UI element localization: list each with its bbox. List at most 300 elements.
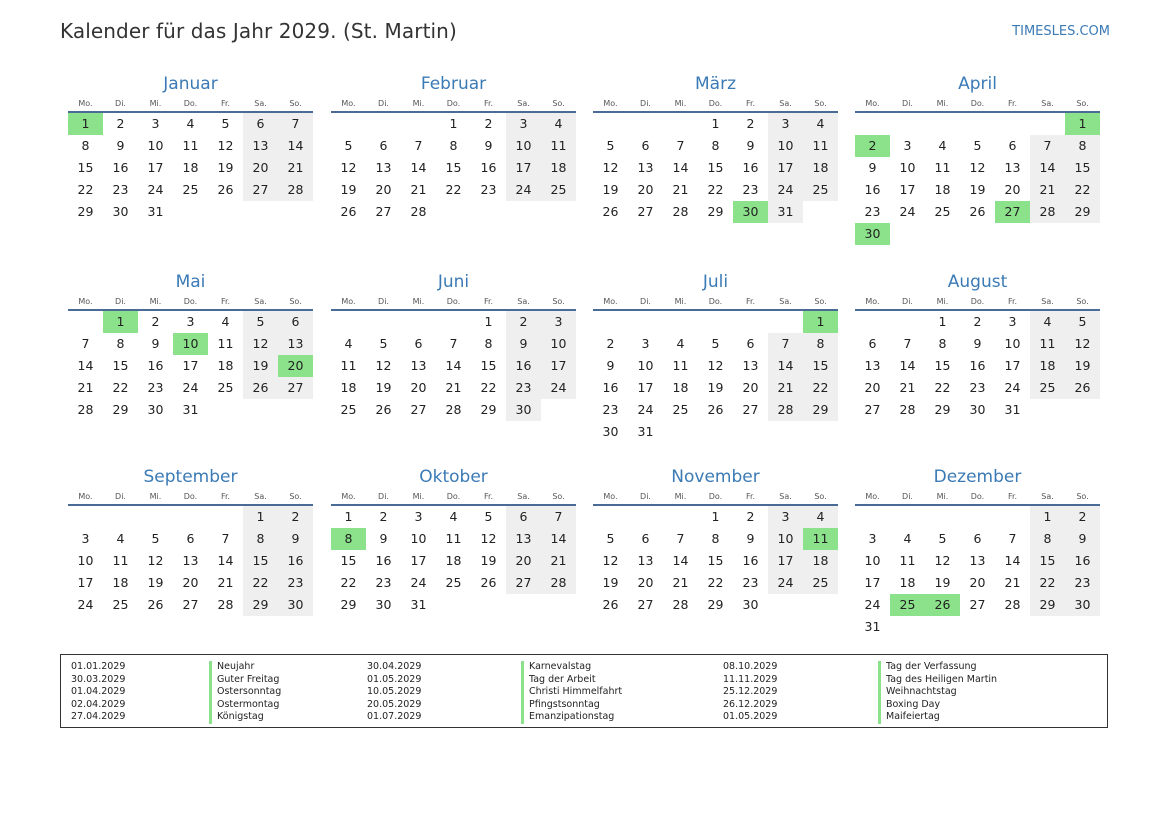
holiday-date: 01.04.2029 (71, 686, 126, 698)
month-3 (855, 73, 1100, 245)
day-cell: 18 (217, 358, 234, 373)
month-name: Februar (420, 74, 487, 94)
day-cell: 16 (112, 160, 129, 175)
day-cell: 26 (480, 575, 497, 590)
day-cell: 22 (934, 380, 951, 395)
weekday-header: Mo. (593, 492, 628, 506)
weekday-header: Mi. (663, 99, 698, 113)
day-cell: 12 (480, 531, 497, 546)
holiday-name-column (878, 661, 997, 724)
weekday-header: Fr. (733, 99, 768, 113)
month-grid (68, 99, 313, 223)
day-cell: 22 (340, 575, 357, 590)
day-cell: 9 (868, 160, 877, 175)
day-cell: 9 (379, 531, 388, 546)
day-cell: 19 (217, 160, 234, 175)
month-1 (331, 73, 576, 223)
weekday-header: So. (803, 99, 838, 113)
day-cell: 10 (506, 135, 541, 157)
day-cell: 23 (147, 380, 164, 395)
holiday-day-cell: 1 (68, 113, 103, 135)
day-cell: 26 (217, 182, 234, 197)
weekday-header: Mo. (855, 297, 890, 311)
day-cell: 1 (484, 314, 493, 329)
day-cell: 30 (602, 424, 619, 439)
day-cell: 5 (938, 531, 947, 546)
day-cell: 2 (379, 509, 388, 524)
empty-cell (208, 506, 243, 528)
day-cell: 19 (480, 553, 497, 568)
month-6 (593, 271, 838, 443)
day-cell: 20 (864, 380, 881, 395)
month-grid (68, 297, 313, 421)
day-cell: 1 (711, 509, 720, 524)
holiday-name: Pfingstsonntag (521, 699, 622, 712)
day-cell: 25 (182, 182, 199, 197)
weekday-header: Do. (960, 99, 995, 113)
day-cell: 10 (637, 358, 654, 373)
day-cell: 3 (506, 113, 541, 135)
day-cell: 22 (112, 380, 129, 395)
day-cell: 31 (637, 424, 654, 439)
empty-cell (890, 311, 925, 333)
weekday-header: Mo. (68, 297, 103, 311)
empty-cell (401, 311, 436, 333)
month-grid (593, 297, 838, 443)
day-cell: 2 (1065, 506, 1100, 528)
day-cell: 1 (243, 506, 278, 528)
month-9 (331, 466, 576, 616)
day-cell: 20 (243, 157, 278, 179)
day-cell: 13 (375, 160, 392, 175)
day-cell: 23 (742, 575, 759, 590)
day-cell: 23 (506, 377, 541, 399)
day-cell: 24 (147, 182, 164, 197)
empty-cell (138, 506, 173, 528)
day-cell: 30 (112, 204, 129, 219)
day-cell: 30 (506, 399, 541, 421)
month-name: April (958, 74, 997, 94)
day-cell: 11 (899, 553, 916, 568)
day-cell: 20 (410, 380, 427, 395)
day-cell: 10 (899, 160, 916, 175)
day-cell: 21 (541, 550, 576, 572)
day-cell: 8 (484, 336, 493, 351)
day-cell: 28 (672, 204, 689, 219)
day-cell: 19 (1065, 355, 1100, 377)
day-cell: 24 (77, 597, 94, 612)
day-cell: 25 (672, 402, 689, 417)
day-cell: 29 (112, 402, 129, 417)
holiday-name: Christi Himmelfahrt (521, 686, 622, 699)
day-cell: 8 (81, 138, 90, 153)
day-cell: 6 (414, 336, 423, 351)
day-cell: 18 (934, 182, 951, 197)
day-cell: 5 (344, 138, 353, 153)
day-cell: 13 (742, 358, 759, 373)
day-cell: 2 (746, 509, 755, 524)
day-cell: 6 (278, 311, 313, 333)
weekday-header: Mi. (401, 297, 436, 311)
day-cell: 19 (340, 182, 357, 197)
day-cell: 18 (803, 157, 838, 179)
weekday-header: Sa. (506, 99, 541, 113)
month-grid (593, 492, 838, 616)
day-cell: 27 (243, 179, 278, 201)
day-cell: 31 (864, 619, 881, 634)
empty-cell (855, 311, 890, 333)
day-cell: 23 (969, 380, 986, 395)
day-cell: 24 (182, 380, 199, 395)
day-cell: 13 (864, 358, 881, 373)
weekday-header: Mi. (138, 99, 173, 113)
weekday-header: Sa. (243, 492, 278, 506)
weekday-header: Fr. (471, 297, 506, 311)
day-cell: 21 (77, 380, 94, 395)
day-cell: 16 (969, 358, 986, 373)
day-cell: 14 (672, 553, 689, 568)
day-cell: 3 (903, 138, 912, 153)
day-cell: 9 (973, 336, 982, 351)
weekday-header: Mo. (331, 492, 366, 506)
weekday-header: Di. (103, 297, 138, 311)
day-cell: 17 (768, 157, 803, 179)
day-cell: 7 (221, 531, 230, 546)
day-cell: 11 (672, 358, 689, 373)
day-cell: 8 (1030, 528, 1065, 550)
day-cell: 6 (243, 113, 278, 135)
month-5 (331, 271, 576, 421)
day-cell: 20 (742, 380, 759, 395)
weekday-header: So. (803, 492, 838, 506)
day-cell: 29 (77, 204, 94, 219)
day-cell: 2 (484, 116, 493, 131)
holiday-name: Karnevalstag (521, 661, 622, 674)
day-cell: 16 (147, 358, 164, 373)
day-cell: 7 (768, 333, 803, 355)
holiday-list (60, 654, 1108, 728)
weekday-header: Mo. (331, 99, 366, 113)
day-cell: 5 (973, 138, 982, 153)
day-cell: 30 (147, 402, 164, 417)
day-cell: 6 (186, 531, 195, 546)
day-cell: 17 (864, 575, 881, 590)
empty-cell (925, 113, 960, 135)
holiday-day-cell: 1 (1065, 113, 1100, 135)
day-cell: 1 (344, 509, 353, 524)
day-cell: 15 (707, 160, 724, 175)
holiday-day-cell: 10 (173, 333, 208, 355)
day-cell: 15 (77, 160, 94, 175)
holiday-name: Neujahr (209, 661, 281, 674)
day-cell: 14 (77, 358, 94, 373)
empty-cell (925, 506, 960, 528)
month-grid (855, 297, 1100, 421)
day-cell: 5 (1065, 311, 1100, 333)
day-cell: 19 (243, 355, 278, 377)
weekday-header: So. (803, 297, 838, 311)
day-cell: 26 (707, 402, 724, 417)
holiday-date-column (71, 661, 125, 724)
day-cell: 28 (1004, 597, 1021, 612)
weekday-header: Sa. (506, 492, 541, 506)
day-cell: 5 (606, 138, 615, 153)
day-cell: 6 (506, 506, 541, 528)
day-cell: 19 (602, 575, 619, 590)
holiday-date-column (723, 661, 777, 724)
day-cell: 24 (768, 572, 803, 594)
day-cell: 19 (375, 380, 392, 395)
weekday-header: So. (541, 492, 576, 506)
holiday-day-cell: 11 (803, 528, 838, 550)
empty-cell (628, 113, 663, 135)
empty-cell (68, 311, 103, 333)
day-cell: 19 (934, 575, 951, 590)
holiday-day-cell: 20 (278, 355, 313, 377)
weekday-header: Di. (628, 492, 663, 506)
holiday-name-column (209, 661, 281, 724)
month-0 (68, 73, 313, 223)
day-cell: 9 (746, 138, 755, 153)
day-cell: 21 (445, 380, 462, 395)
day-cell: 16 (278, 550, 313, 572)
day-cell: 26 (375, 402, 392, 417)
day-cell: 21 (217, 575, 234, 590)
day-cell: 7 (414, 138, 423, 153)
empty-cell (855, 113, 890, 135)
day-cell: 1 (449, 116, 458, 131)
day-cell: 15 (243, 550, 278, 572)
empty-cell (366, 311, 401, 333)
day-cell: 7 (676, 138, 685, 153)
day-cell: 25 (803, 572, 838, 594)
day-cell: 20 (637, 575, 654, 590)
day-cell: 11 (182, 138, 199, 153)
weekday-header: Mo. (593, 99, 628, 113)
day-cell: 4 (938, 138, 947, 153)
day-cell: 18 (803, 550, 838, 572)
day-cell: 21 (278, 157, 313, 179)
month-grid (331, 492, 576, 616)
month-grid (68, 492, 313, 616)
day-cell: 28 (445, 402, 462, 417)
month-name: Juni (437, 272, 470, 292)
empty-cell (663, 506, 698, 528)
day-cell: 17 (506, 157, 541, 179)
day-cell: 13 (506, 528, 541, 550)
weekday-header: Mo. (855, 99, 890, 113)
day-cell: 27 (742, 402, 759, 417)
empty-cell (960, 113, 995, 135)
day-cell: 21 (1004, 575, 1021, 590)
weekday-header: Do. (960, 492, 995, 506)
weekday-header: Di. (628, 99, 663, 113)
day-cell: 23 (375, 575, 392, 590)
weekday-header: Fr. (208, 99, 243, 113)
day-cell: 3 (414, 509, 423, 524)
empty-cell (663, 113, 698, 135)
day-cell: 22 (480, 380, 497, 395)
day-cell: 13 (410, 358, 427, 373)
day-cell: 29 (1065, 201, 1100, 223)
day-cell: 18 (1030, 355, 1065, 377)
day-cell: 2 (151, 314, 160, 329)
weekday-header: Mo. (68, 99, 103, 113)
day-cell: 30 (375, 597, 392, 612)
day-cell: 16 (742, 553, 759, 568)
month-grid (331, 297, 576, 421)
day-cell: 30 (1065, 594, 1100, 616)
day-cell: 20 (1004, 182, 1021, 197)
weekday-header: Do. (698, 297, 733, 311)
day-cell: 17 (182, 358, 199, 373)
day-cell: 25 (340, 402, 357, 417)
weekday-header: Do. (173, 492, 208, 506)
day-cell: 14 (672, 160, 689, 175)
day-cell: 24 (768, 179, 803, 201)
day-cell: 4 (186, 116, 195, 131)
day-cell: 19 (147, 575, 164, 590)
empty-cell (401, 113, 436, 135)
day-cell: 22 (707, 182, 724, 197)
day-cell: 6 (746, 336, 755, 351)
day-cell: 31 (768, 201, 803, 223)
day-cell: 25 (1030, 377, 1065, 399)
weekday-header: Mo. (855, 492, 890, 506)
weekday-header: Mi. (925, 492, 960, 506)
empty-cell (628, 506, 663, 528)
weekday-header: Fr. (208, 297, 243, 311)
holiday-name: Königstag (209, 711, 281, 724)
day-cell: 25 (541, 179, 576, 201)
brand-link[interactable]: TIMESLES.COM (1012, 24, 1110, 39)
day-cell: 10 (410, 531, 427, 546)
day-cell: 28 (768, 399, 803, 421)
empty-cell (593, 113, 628, 135)
holiday-name: Guter Freitag (209, 674, 281, 687)
weekday-header: So. (278, 99, 313, 113)
day-cell: 31 (410, 597, 427, 612)
day-cell: 7 (541, 506, 576, 528)
day-cell: 17 (541, 355, 576, 377)
month-name: November (671, 467, 760, 487)
day-cell: 17 (637, 380, 654, 395)
day-cell: 6 (973, 531, 982, 546)
day-cell: 7 (676, 531, 685, 546)
day-cell: 9 (746, 531, 755, 546)
empty-cell (663, 311, 698, 333)
day-cell: 25 (112, 597, 129, 612)
weekday-header: Do. (960, 297, 995, 311)
day-cell: 23 (602, 402, 619, 417)
empty-cell (331, 311, 366, 333)
holiday-day-cell: 2 (855, 135, 890, 157)
holiday-day-cell: 25 (890, 594, 925, 616)
day-cell: 28 (541, 572, 576, 594)
day-cell: 1 (938, 314, 947, 329)
holiday-date: 27.04.2029 (71, 711, 126, 723)
holiday-date: 08.10.2029 (723, 661, 778, 672)
day-cell: 29 (803, 399, 838, 421)
day-cell: 7 (903, 336, 912, 351)
day-cell: 4 (449, 509, 458, 524)
day-cell: 12 (217, 138, 234, 153)
weekday-header: So. (541, 297, 576, 311)
weekday-header: Sa. (243, 99, 278, 113)
weekday-header: Mo. (593, 297, 628, 311)
day-cell: 20 (637, 182, 654, 197)
day-cell: 22 (77, 182, 94, 197)
day-cell: 22 (803, 377, 838, 399)
day-cell: 10 (1004, 336, 1021, 351)
day-cell: 13 (1004, 160, 1021, 175)
holiday-name: Ostersonntag (209, 686, 281, 699)
weekday-header: Mo. (68, 492, 103, 506)
day-cell: 2 (606, 336, 615, 351)
month-4 (68, 271, 313, 421)
day-cell: 18 (112, 575, 129, 590)
weekday-header: Di. (103, 492, 138, 506)
day-cell: 28 (1030, 201, 1065, 223)
day-cell: 21 (1030, 179, 1065, 201)
weekday-header: Sa. (768, 297, 803, 311)
day-cell: 24 (410, 575, 427, 590)
weekday-header: Fr. (995, 99, 1030, 113)
day-cell: 6 (641, 531, 650, 546)
day-cell: 27 (410, 402, 427, 417)
day-cell: 23 (864, 204, 881, 219)
day-cell: 28 (217, 597, 234, 612)
day-cell: 7 (449, 336, 458, 351)
weekday-header: So. (1065, 99, 1100, 113)
day-cell: 29 (243, 594, 278, 616)
day-cell: 23 (278, 572, 313, 594)
day-cell: 12 (602, 160, 619, 175)
empty-cell (995, 506, 1030, 528)
holiday-day-cell: 30 (733, 201, 768, 223)
month-name: Juli (702, 272, 729, 292)
day-cell: 7 (1008, 531, 1017, 546)
empty-cell (960, 506, 995, 528)
day-cell: 20 (506, 550, 541, 572)
day-cell: 30 (969, 402, 986, 417)
day-cell: 15 (1065, 157, 1100, 179)
weekday-header: Di. (628, 297, 663, 311)
day-cell: 6 (641, 138, 650, 153)
weekday-header: Sa. (243, 297, 278, 311)
day-cell: 9 (1065, 528, 1100, 550)
day-cell: 12 (375, 358, 392, 373)
day-cell: 8 (116, 336, 125, 351)
day-cell: 4 (541, 113, 576, 135)
day-cell: 13 (637, 160, 654, 175)
weekday-header: Sa. (1030, 492, 1065, 506)
day-cell: 9 (278, 528, 313, 550)
day-cell: 16 (375, 553, 392, 568)
day-cell: 1 (711, 116, 720, 131)
day-cell: 5 (379, 336, 388, 351)
day-cell: 23 (742, 182, 759, 197)
day-cell: 29 (707, 204, 724, 219)
day-cell: 21 (899, 380, 916, 395)
holiday-date: 20.05.2029 (367, 698, 422, 710)
day-cell: 2 (973, 314, 982, 329)
day-cell: 26 (340, 204, 357, 219)
weekday-header: Do. (173, 99, 208, 113)
day-cell: 29 (480, 402, 497, 417)
month-10 (593, 466, 838, 616)
empty-cell (366, 113, 401, 135)
